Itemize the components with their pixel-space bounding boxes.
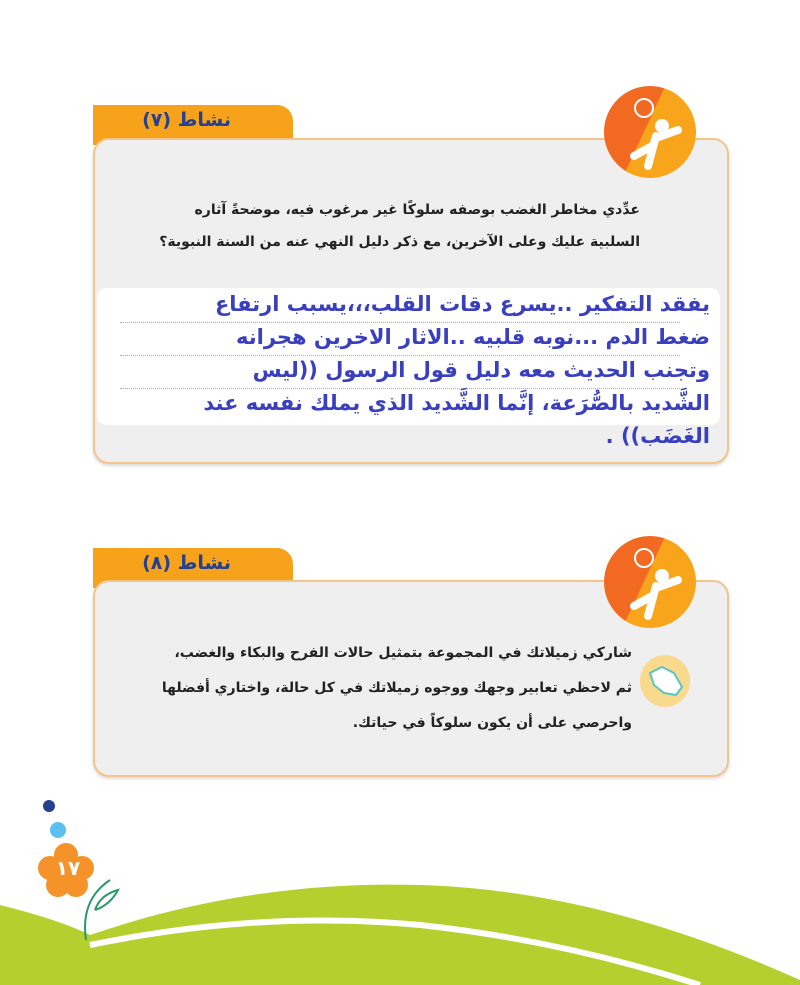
handwritten-answer: يفقد التفكير ..يسرع دقات القلب،،،يسبب ارتفاع ضغط الدم ...نوبه قلبيه ..الاثار الاخرين هجرانه وتجنب الحديث معه دليل قول الرسول ((ليس الشَّديد بالصُّرَعة، إنَّما الشَّديد الذي يملك نفسه عند الغَضَب)) .: [203, 292, 710, 448]
activity-7-title: نشاط (٧): [142, 109, 231, 131]
activity-8-title: نشاط (٨): [142, 552, 231, 574]
activity-7-question: عدِّدي مخاطر الغضب بوصفه سلوكًا غير مرغوب فيه، موضحةً آثاره السلبية عليك وعلى الآخرين، مع ذكر دليل النهي عنه من السنة النبوية؟: [159, 202, 640, 250]
child-balloon-icon: [604, 536, 696, 628]
green-hill-decoration: [0, 790, 800, 985]
flower-icon: [43, 800, 55, 812]
activity-8-text: شاركي زميلاتك في المجموعة بتمثيل حالات الفرح والبكاء والغضب، ثم لاحظي تعابير وجهك ووجوه زميلاتك في كل حالة، واختاري أفضلها واحرصي على أن يكون سلوكاً في حياتك.: [161, 645, 632, 731]
page-number: ١٧: [55, 856, 81, 880]
flower-icon: [50, 822, 66, 838]
saudi-map-icon: [640, 655, 690, 707]
child-balloon-icon: [604, 86, 696, 178]
